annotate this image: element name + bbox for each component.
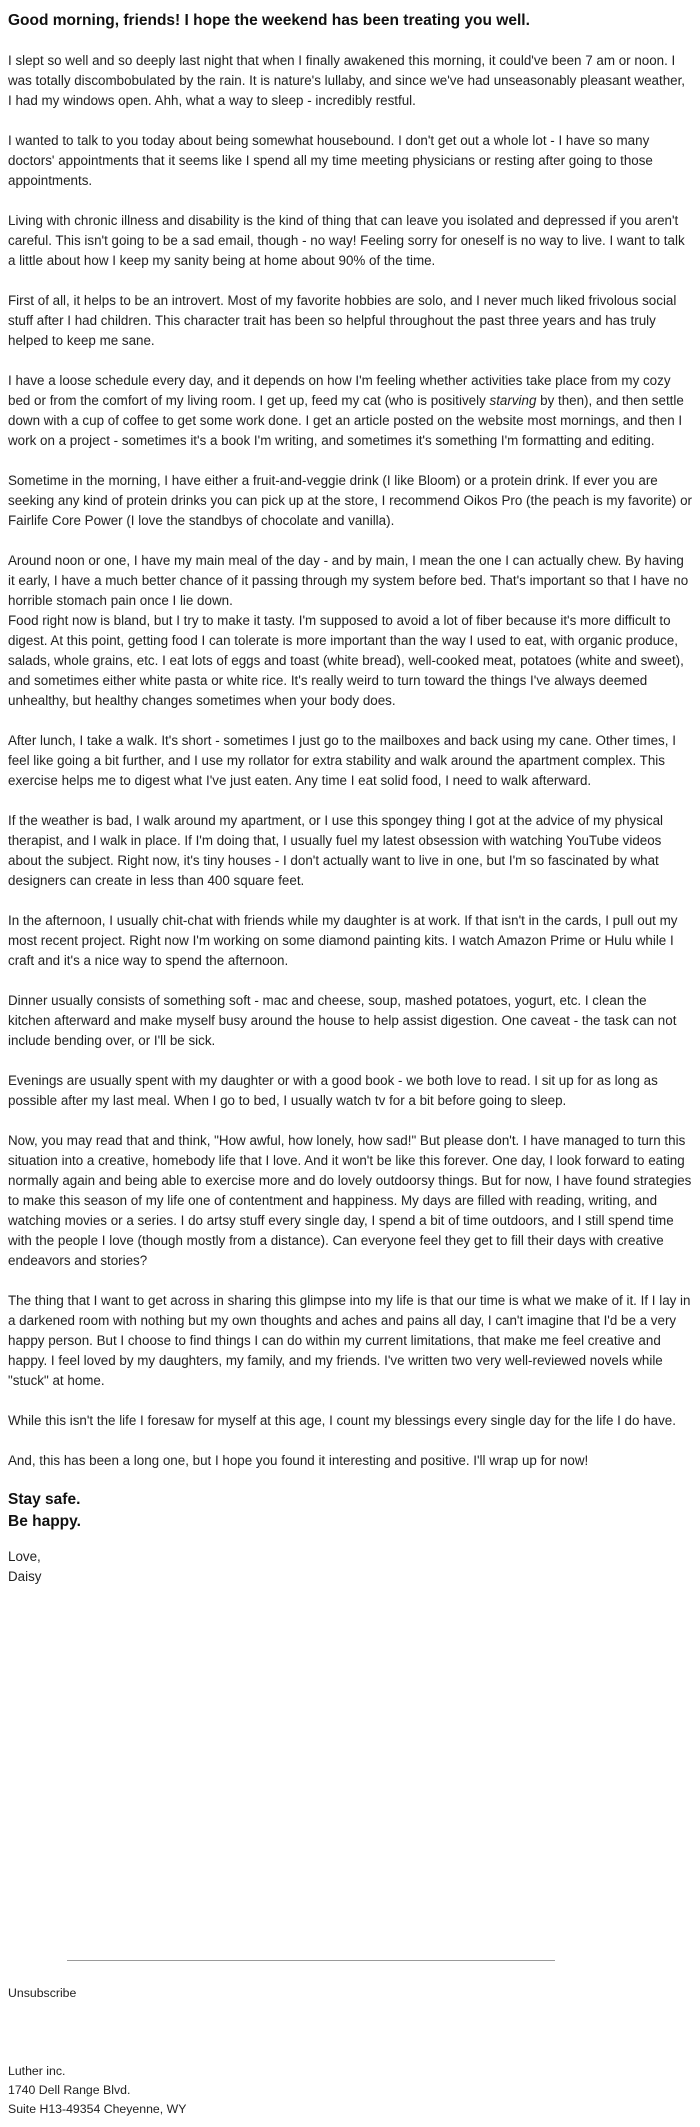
footer-address <box>8 2062 186 2119</box>
schedule-emphasis: starving <box>489 393 537 408</box>
email-paragraph-housebound: I wanted to talk to you today about being somewhat housebound. I don't get out a whole lot - I have so many doctors' appointments that it seems like I spend all my time meeting physicians or resting after going to those appointments. <box>8 133 653 188</box>
footer-divider <box>67 1960 555 1961</box>
email-paragraph-schedule <box>8 371 692 451</box>
email-paragraph-walk: After lunch, I take a walk. It's short - sometimes I just go to the mailboxes and back using my cane. Other times, I feel like going a bit further, and I use my rollator for extra stability and walk around the apartment complex. This exercise helps me to digest what I've just eaten. Any time I eat solid food, I need to walk afterward. <box>8 733 676 788</box>
email-paragraph-drinks: Sometime in the morning, I have either a fruit-and-veggie drink (I like Bloom) or a protein drink. If ever you are seeking any kind of protein drinks you can pick up at the store, I recommend Oikos Pro (the peach is my favorite) or Fairlife Core Power (I love the standbys of chocolate and vanilla). <box>8 473 692 528</box>
unsubscribe-link[interactable]: Unsubscribe <box>8 1986 77 2000</box>
footer-address-line1: 1740 Dell Range Blvd. <box>8 2083 131 2097</box>
email-paragraph-introvert: First of all, it helps to be an introvert. Most of my favorite hobbies are solo, and I never much liked frivolous social stuff after I had children. This character trait has been so helpful throughout the past three years and has truly helped to keep me sane. <box>8 293 677 348</box>
email-paragraph-time: The thing that I want to get across in sharing this glimpse into my life is that our time is what we make of it. If I lay in a darkened room with nothing but my own thoughts and aches and pains all day, I can't imagine that I'd be a very happy person. But I choose to find things I can do within my current limitations, that make me feel creative and happy. I feel loved by my daughters, my family, and my friends. I've written two very well-reviewed novels while "stuck" at home. <box>8 1293 691 1388</box>
email-paragraph-sleep: I slept so well and so deeply last night that when I finally awakened this morning, it could've been 7 am or noon. I was totally discombobulated by the rain. It is nature's lullaby, and since we've had unseasonably pleasant weather, I had my windows open. Ahh, what a way to sleep - incredibly restful. <box>8 53 686 108</box>
signoff-line-stay-safe: Stay safe. <box>8 1491 81 1508</box>
email-paragraph-bad-weather: If the weather is bad, I walk around my apartment, or I use this spongey thing I got at the advice of my physical therapist, and I walk in place. If I'm doing that, I usually fuel my latest obsession with watching YouTube videos about the subject. Right now, it's tiny houses - I don't actually want to live in one, but I'm so fascinated by what designers can create in less than 400 square feet. <box>8 813 663 888</box>
email-paragraph-main-meal: Around noon or one, I have my main meal of the day - and by main, I mean the one I can actually chew. By having it early, I have a much better chance of it passing through my system before bed. That's important so that I have no horrible stomach pain once I lie down. <box>8 553 689 608</box>
email-signoff <box>8 1489 692 1533</box>
email-paragraph-reflection: Now, you may read that and think, "How awful, how lonely, how sad!" But please don't. I have managed to turn this situation into a creative, homebody life that I love. And it won't be like this forever. One day, I look forward to eating normally again and being able to exercise more and do lovely outdoorsy things. But for now, I have found strategies to make this season of my life one of contentment and happiness. My days are filled with reading, writing, and watching movies or a series. I do artsy stuff every single day, I spend a bit of time outdoors, and I still spend time with the people I love (though mostly from a distance). Can everyone feel they get to fill their days with creative endeavors and stories? <box>8 1133 692 1268</box>
email-paragraph-afternoon: In the afternoon, I usually chit-chat with friends while my daughter is at work. If that isn't in the cards, I pull out my most recent project. Right now I'm working on some diamond painting kits. I watch Amazon Prime or Hulu while I craft and it's a nice way to spend the afternoon. <box>8 913 678 968</box>
email-closing <box>8 1547 692 1587</box>
email-greeting: Good morning, friends! I hope the weekend has been treating you well. <box>8 12 530 29</box>
email-paragraph-blessings: While this isn't the life I foresaw for myself at this age, I count my blessings every single day for the life I do have. <box>8 1413 676 1428</box>
signoff-line-be-happy: Be happy. <box>8 1513 81 1530</box>
footer-company: Luther inc. <box>8 2064 66 2078</box>
schedule-text-end: by then), and then settle down with a cup of coffee to get some work done. I get an article posted on the website most mornings, and then I work on a project - sometimes it's a book I'm writing, and sometimes it's something I'm formatting and editing. <box>8 393 684 448</box>
closing-word: Love, <box>8 1549 41 1564</box>
email-paragraph-chronic-illness: Living with chronic illness and disability is the kind of thing that can leave you isolated and depressed if you aren't careful. This isn't going to be a sad email, though - no way! Feeling sorry for oneself is no way to live. I want to talk a little about how I keep my sanity being at home about 90% of the time. <box>8 213 685 268</box>
email-paragraph-wrap-up: And, this has been a long one, but I hope you found it interesting and positive. I'll wrap up for now! <box>8 1453 589 1468</box>
schedule-text-start: I have a loose schedule every day, and it depends on how I'm feeling whether activities take place from my cozy bed or from the comfort of my living room. I get up, feed my cat (who is positively <box>8 373 671 408</box>
email-paragraph-food: Food right now is bland, but I try to make it tasty. I'm supposed to avoid a lot of fiber because it's more difficult to digest. At this point, getting food I can tolerate is more important than the way I used to eat, with organic produce, salads, whole grains, etc. I eat lots of eggs and toast (white bread), well-cooked meat, potatoes (white and sweet), and sometimes either white pasta or white rice. It's really weird to turn toward the things I've always deemed unhealthy, but healthy changes sometimes when your body does. <box>8 613 684 708</box>
email-paragraph-dinner: Dinner usually consists of something soft - mac and cheese, soup, mashed potatoes, yogurt, etc. I clean the kitchen afterward and make myself busy around the house to help assist digestion. One caveat - the task can not include bending over, or I'll be sick. <box>8 993 677 1048</box>
email-body <box>8 0 692 1587</box>
footer-address-line2: Suite H13-49354 Cheyenne, WY <box>8 2102 187 2116</box>
email-paragraph-evenings: Evenings are usually spent with my daughter or with a good book - we both love to read. I sit up for as long as possible after my last meal. When I go to bed, I usually watch tv for a bit before going to sleep. <box>8 1073 658 1108</box>
closing-name: Daisy <box>8 1569 42 1584</box>
